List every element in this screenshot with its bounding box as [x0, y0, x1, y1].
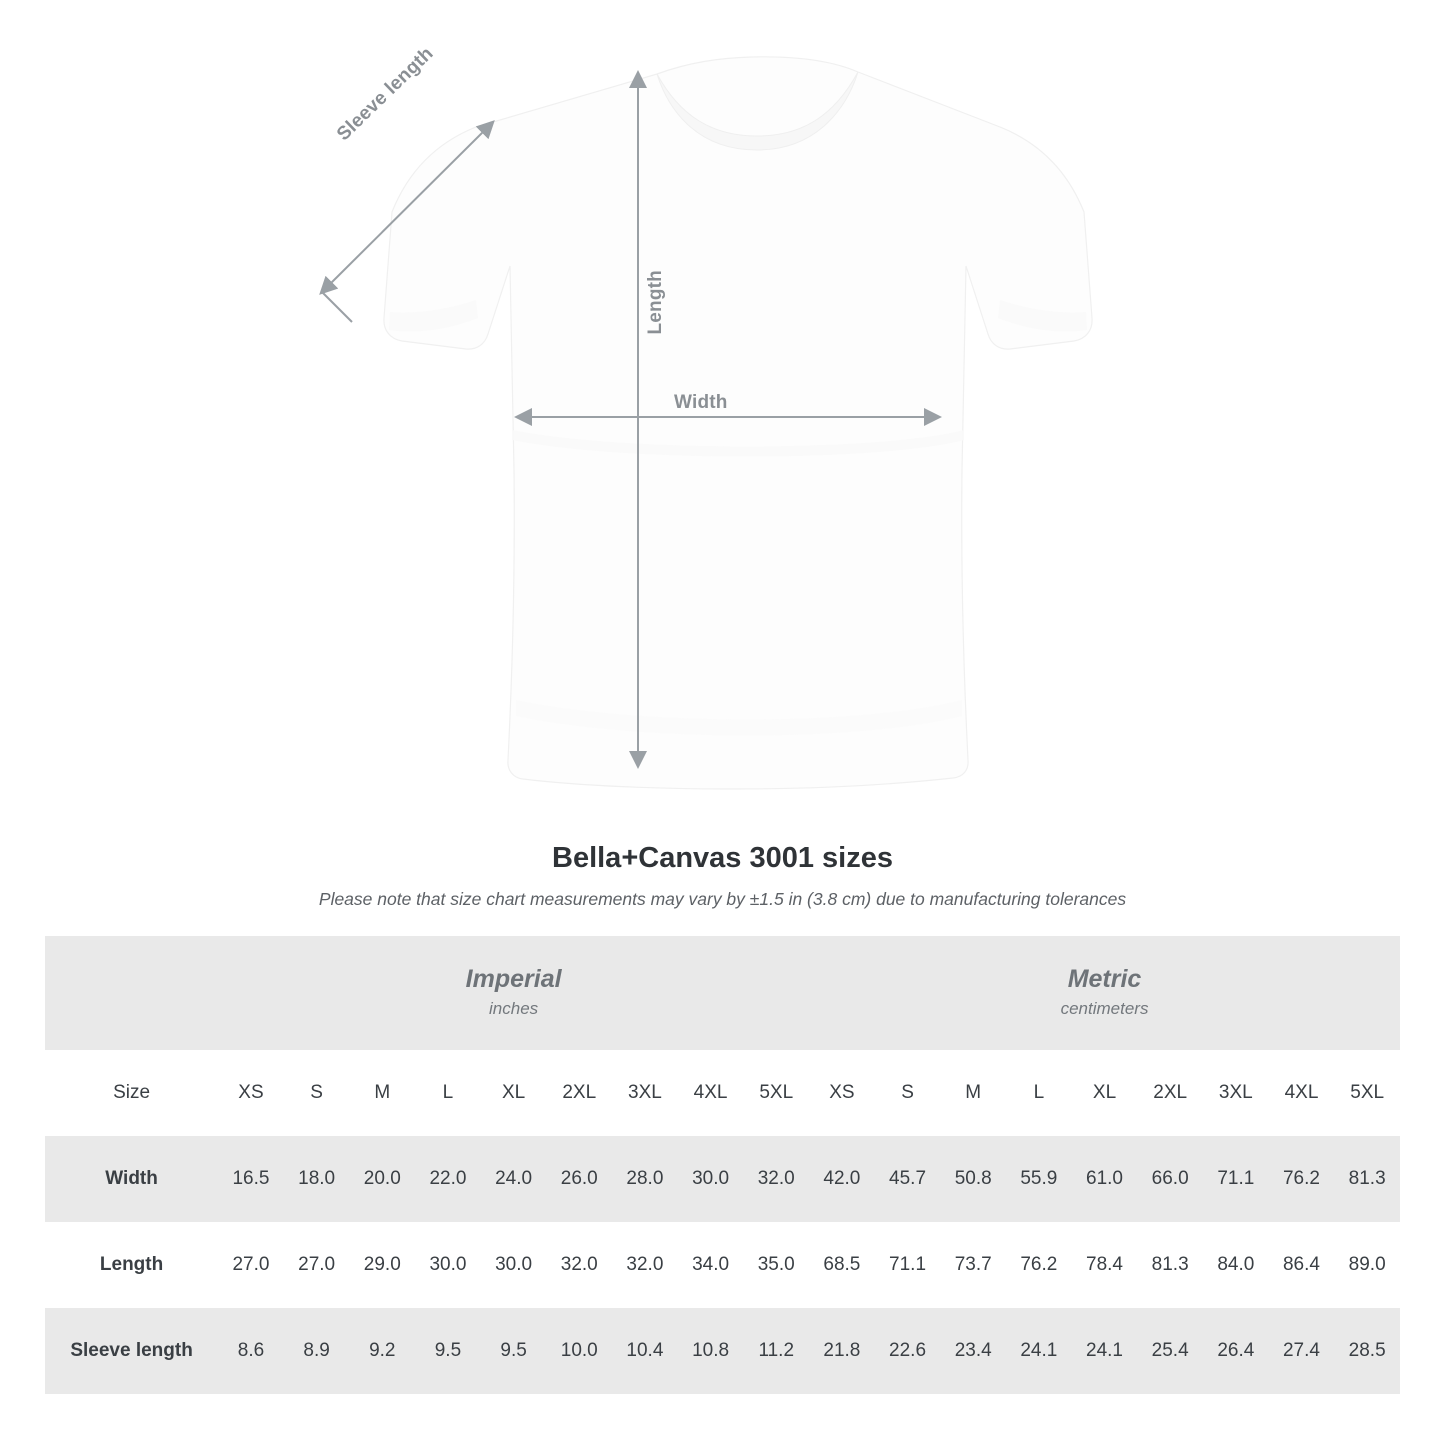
measurement-cell: 20.0: [349, 1136, 415, 1222]
measurement-cell: 21.8: [809, 1308, 875, 1394]
measurement-cell: 10.0: [546, 1308, 612, 1394]
measurement-cell: 28.5: [1334, 1308, 1400, 1394]
measurement-cell: 16.5: [218, 1136, 284, 1222]
measurement-cell: 68.5: [809, 1222, 875, 1308]
measurement-cell: 30.0: [415, 1222, 481, 1308]
size-table: [45, 936, 1400, 1394]
size-header-cell: 2XL: [546, 1050, 612, 1136]
row-label: Width: [45, 1136, 218, 1222]
page-title: Bella+Canvas 3001 sizes: [552, 842, 893, 874]
measurement-cell: 9.5: [481, 1308, 547, 1394]
measurement-cell: 26.0: [546, 1136, 612, 1222]
measurement-cell: 24.1: [1006, 1308, 1072, 1394]
size-header-cell: S: [284, 1050, 350, 1136]
measurement-cell: 30.0: [481, 1222, 547, 1308]
row-header-size: Size: [45, 1050, 218, 1136]
measurement-cell: 22.6: [875, 1308, 941, 1394]
measurement-cell: 30.0: [678, 1136, 744, 1222]
measurement-cell: 61.0: [1072, 1136, 1138, 1222]
measurement-cell: 81.3: [1334, 1136, 1400, 1222]
sleeve-length-dimension-label: Sleeve length: [333, 43, 438, 146]
measurement-cell: 32.0: [743, 1136, 809, 1222]
measurement-cell: 9.2: [349, 1308, 415, 1394]
row-label: Length: [45, 1222, 218, 1308]
measurement-cell: 10.4: [612, 1308, 678, 1394]
measurement-cell: 27.4: [1269, 1308, 1335, 1394]
measurement-cell: 66.0: [1137, 1136, 1203, 1222]
measurement-cell: 81.3: [1137, 1222, 1203, 1308]
chart-heading: [0, 842, 1445, 910]
size-header-cell: XS: [218, 1050, 284, 1136]
size-header-cell: 3XL: [612, 1050, 678, 1136]
size-header-cell: L: [415, 1050, 481, 1136]
row-label: Sleeve length: [45, 1308, 218, 1394]
unit-group-metric-name: Metric: [1067, 964, 1142, 993]
measurement-cell: 42.0: [809, 1136, 875, 1222]
measurement-cell: 28.0: [612, 1136, 678, 1222]
measurement-cell: 24.0: [481, 1136, 547, 1222]
sleeve-arrow-tick: [322, 292, 352, 322]
measurement-cell: 26.4: [1203, 1308, 1269, 1394]
measurement-cell: 34.0: [678, 1222, 744, 1308]
unit-system-row: [45, 936, 1400, 1050]
measurement-cell: 32.0: [612, 1222, 678, 1308]
measurement-cell: 45.7: [875, 1136, 941, 1222]
measurement-cell: 76.2: [1269, 1136, 1335, 1222]
size-header-cell: M: [349, 1050, 415, 1136]
measurement-cell: 9.5: [415, 1308, 481, 1394]
measurement-cell: 22.0: [415, 1136, 481, 1222]
measurement-cell: 18.0: [284, 1136, 350, 1222]
measurement-cell: 78.4: [1072, 1222, 1138, 1308]
measurement-cell: 76.2: [1006, 1222, 1072, 1308]
unit-row-spacer: [45, 936, 218, 1050]
measurement-cell: 27.0: [284, 1222, 350, 1308]
measurement-cell: 25.4: [1137, 1308, 1203, 1394]
size-header-cell: 2XL: [1137, 1050, 1203, 1136]
size-header-cell: L: [1006, 1050, 1072, 1136]
measurement-cell: 71.1: [875, 1222, 941, 1308]
size-header-cell: S: [875, 1050, 941, 1136]
measurement-cell: 50.8: [940, 1136, 1006, 1222]
table-row: [45, 1222, 1400, 1308]
unit-group-imperial-name: Imperial: [465, 964, 562, 993]
measurement-cell: 23.4: [940, 1308, 1006, 1394]
measurement-cell: 71.1: [1203, 1136, 1269, 1222]
measurement-cell: 35.0: [743, 1222, 809, 1308]
size-table-container: [0, 936, 1445, 1394]
size-header-cell: XL: [1072, 1050, 1138, 1136]
table-row: [45, 1308, 1400, 1394]
measurement-cell: 8.9: [284, 1308, 350, 1394]
measurement-cell: 24.1: [1072, 1308, 1138, 1394]
size-header-cell: XL: [481, 1050, 547, 1136]
measurement-cell: 84.0: [1203, 1222, 1269, 1308]
size-header-cell: 5XL: [1334, 1050, 1400, 1136]
size-header-cell: M: [940, 1050, 1006, 1136]
tolerance-note: Please note that size chart measurements may vary by ±1.5 in (3.8 cm) due to manufacturing tolerances: [318, 889, 1127, 909]
unit-group-metric-sub: centimeters: [1060, 999, 1149, 1019]
measurement-cell: 32.0: [546, 1222, 612, 1308]
size-header-cell: 4XL: [678, 1050, 744, 1136]
unit-group-metric: [809, 936, 1400, 1050]
size-header-cell: 3XL: [1203, 1050, 1269, 1136]
table-row: [45, 1136, 1400, 1222]
width-dimension-label: Width: [674, 392, 728, 413]
measurement-cell: 29.0: [349, 1222, 415, 1308]
length-dimension-label: Length: [645, 270, 666, 335]
measurement-cell: 73.7: [940, 1222, 1006, 1308]
size-header-cell: 4XL: [1269, 1050, 1335, 1136]
size-header-cell: 5XL: [743, 1050, 809, 1136]
measurement-cell: 11.2: [743, 1308, 809, 1394]
measurement-cell: 55.9: [1006, 1136, 1072, 1222]
measurement-cell: 10.8: [678, 1308, 744, 1394]
measurement-cell: 89.0: [1334, 1222, 1400, 1308]
measurement-cell: 86.4: [1269, 1222, 1335, 1308]
unit-group-imperial: [218, 936, 809, 1050]
measurement-cell: 27.0: [218, 1222, 284, 1308]
tshirt-shape: [384, 57, 1092, 789]
size-header-cell: XS: [809, 1050, 875, 1136]
size-header-row: [45, 1050, 1400, 1136]
unit-group-imperial-sub: inches: [489, 999, 539, 1019]
measurement-cell: 8.6: [218, 1308, 284, 1394]
